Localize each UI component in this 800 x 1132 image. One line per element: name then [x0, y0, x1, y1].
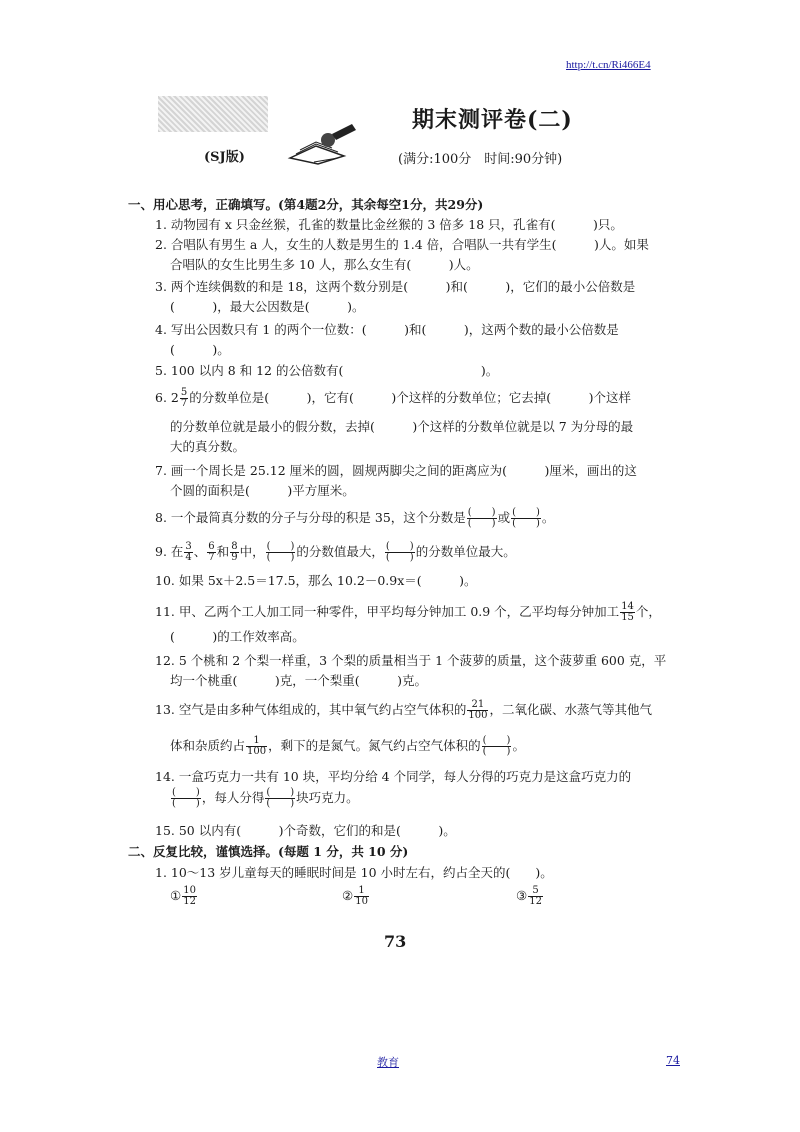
q6-fraction	[180, 388, 188, 409]
q6-frac-denominator: 7	[180, 398, 188, 409]
book-illustration-icon	[286, 118, 366, 170]
q13-line1-end: ，二氧化碳、水蒸气等其他气	[489, 702, 652, 717]
score-time-info: (满分:100分 时间:90分钟)	[398, 152, 563, 167]
frac-denominator: 10	[355, 896, 368, 907]
q14-end: 块巧克力。	[296, 790, 359, 805]
frac-numerator: 21	[467, 700, 488, 711]
question-5: 5. 100 以内 8 和 12 的公倍数有( )。	[155, 363, 499, 378]
q13-fraction-1	[467, 700, 488, 721]
publisher-logo	[158, 96, 268, 132]
q9-fraction-2	[207, 542, 215, 563]
frac-denominator: 100	[468, 710, 488, 721]
question-13-line2	[170, 736, 525, 757]
q13-prefix: 13. 空气是由多种气体组成的，其中氧气约占空气体积的	[155, 702, 467, 717]
blank-numerator: ( )	[172, 787, 200, 798]
blank-denominator: ( )	[172, 798, 200, 809]
footer-page-link[interactable]: 74	[666, 1054, 680, 1067]
section2-heading: 二、反复比较，谨慎选择。(每题 1 分，共 10 分)	[128, 844, 409, 859]
q9-mid2: 的分数值最大，	[296, 544, 384, 559]
q9-and: 和	[216, 544, 230, 559]
q11-prefix: 11. 甲、乙两个工人加工同一种零件，甲平均每分钟加工 0.9 个，乙平均每分钟加工	[155, 604, 620, 619]
question-14-line2	[170, 788, 359, 809]
q6-rest: 的分数单位是( )，它有( )个这样的分数单位；它去掉( )个这样	[189, 390, 631, 405]
frac-numerator: 1	[354, 886, 369, 897]
option-1-fraction	[182, 886, 197, 907]
blank-numerator: ( )	[482, 735, 511, 746]
edition-label: (SJ版)	[204, 150, 245, 165]
option-3-fraction	[528, 886, 543, 907]
question-11-line1	[155, 602, 661, 623]
frac-denominator: 100	[247, 746, 267, 757]
q13-line2-mid: ，剩下的是氮气。氮气约占空气体积的	[268, 738, 481, 753]
q9-separator: 、	[193, 544, 207, 559]
question-6-line2: 的分数单位就是最小的假分数，去掉( )个这样的分数单位就是以 7 为分母的最	[170, 419, 634, 434]
q9-fraction-3	[230, 542, 238, 563]
option-2-fraction	[354, 886, 369, 907]
option-2	[342, 886, 370, 907]
frac-denominator: 7	[208, 552, 215, 563]
question-4-line1: 4. 写出公因数只有 1 的两个一位数：( )和( )，这两个数的最小公倍数是	[155, 322, 619, 337]
blank-numerator: ( )	[266, 787, 295, 798]
question-12-line1: 12. 5 个桃和 2 个梨一样重，3 个梨的质量相当于 1 个菠萝的质量，这个菠萝重 600 克，平	[155, 653, 667, 668]
option-3	[516, 886, 544, 907]
frac-numerator: 8	[231, 541, 238, 552]
frac-denominator: 9	[231, 552, 238, 563]
question-6-line3: 大的真分数。	[170, 439, 246, 454]
option-1-label: ①	[170, 888, 182, 903]
blank-denominator: ( )	[512, 518, 540, 529]
question-14-line1: 14. 一盒巧克力一共有 10 块，平均分给 4 个同学，每人分得的巧克力是这盒巧克力的	[155, 769, 632, 784]
blank-numerator: ( )	[385, 541, 414, 552]
q13-line2-prefix: 体和杂质约占	[170, 738, 246, 753]
question-9	[155, 542, 516, 563]
section2-question-1: 1. 10～13 岁儿童每天的睡眠时间是 10 小时左右，约占全天的( )。	[155, 865, 553, 880]
question-7-line2: 个圆的面积是( )平方厘米。	[170, 483, 355, 498]
q6-frac-numerator: 5	[180, 387, 188, 398]
question-1: 1. 动物园有 x 只金丝猴，孔雀的数量比金丝猴的 3 倍多 18 只，孔雀有( )只。	[155, 217, 623, 232]
footer-link[interactable]: 教育	[377, 1056, 399, 1069]
question-3-line1: 3. 两个连续偶数的和是 18，这两个数分别是( )和( )，它们的最小公倍数是	[155, 279, 636, 294]
q6-prefix: 6. 2	[155, 390, 179, 405]
question-6-line1	[155, 388, 631, 409]
blank-numerator: ( )	[467, 507, 496, 518]
q8-or: 或	[497, 510, 511, 525]
source-url-link[interactable]: http://t.cn/Ri466E4	[566, 59, 651, 71]
q9-end: 的分数单位最大。	[415, 544, 516, 559]
question-2-line1: 2. 合唱队有男生 a 人，女生的人数是男生的 1.4 倍，合唱队一共有学生( )人。如果	[155, 237, 649, 252]
q8-text: 8. 一个最简真分数的分子与分母的积是 35，这个分数是	[155, 510, 466, 525]
frac-numerator: 10	[183, 885, 196, 896]
frac-numerator: 3	[185, 541, 192, 552]
section1-heading: 一、用心思考，正确填写。(第4题2分，其余每空1分，共29分)	[128, 197, 484, 212]
question-2-line2: 合唱队的女生比男生多 10 人，那么女生有( )人。	[170, 257, 479, 272]
option-2-label: ②	[342, 888, 354, 903]
q9-blank-fraction-1	[266, 542, 296, 563]
blank-denominator: ( )	[266, 552, 295, 563]
q9-mid: 中，	[239, 544, 265, 559]
q8-blank-fraction-2	[511, 508, 541, 529]
q14-blank-fraction-1	[171, 788, 201, 809]
q13-line2-end: 。	[512, 738, 525, 753]
blank-denominator: ( )	[467, 518, 496, 529]
question-7-line1: 7. 画一个周长是 25.12 厘米的圆，圆规两脚尖之间的距离应为( )厘米，画出的这	[155, 463, 637, 478]
q11-end: 个，	[635, 604, 661, 619]
blank-numerator: ( )	[512, 507, 540, 518]
q9-fraction-1	[184, 542, 192, 563]
question-4-line2: ( )。	[170, 342, 230, 357]
q14-mid: ，每人分得	[201, 790, 265, 805]
option-3-label: ③	[516, 888, 528, 903]
q13-fraction-2	[246, 736, 267, 757]
frac-denominator: 12	[529, 896, 542, 907]
blank-denominator: ( )	[385, 552, 414, 563]
page-title: 期末测评卷(二)	[412, 107, 573, 133]
question-3-line2: ( )，最大公因数是( )。	[170, 299, 365, 314]
q8-blank-fraction-1	[467, 508, 497, 529]
question-8	[155, 508, 554, 529]
q11-fraction	[620, 602, 635, 623]
question-12-line2: 均一个桃重( )克，一个梨重( )克。	[170, 673, 428, 688]
q8-end: 。	[541, 510, 555, 525]
question-13-line1	[155, 700, 652, 721]
frac-numerator: 6	[208, 541, 215, 552]
frac-denominator: 15	[621, 612, 634, 623]
q9-blank-fraction-2	[385, 542, 415, 563]
q9-prefix: 9. 在	[155, 544, 184, 559]
blank-numerator: ( )	[266, 541, 295, 552]
q13-blank-fraction	[482, 736, 512, 757]
frac-numerator: 5	[528, 886, 543, 897]
question-10: 10. 如果 5x＋2.5＝17.5，那么 10.2－0.9x＝( )。	[155, 573, 477, 588]
page-number: 73	[384, 932, 407, 951]
blank-denominator: ( )	[482, 746, 511, 757]
question-11-line2: ( )的工作效率高。	[170, 629, 305, 644]
q14-blank-fraction-2	[265, 788, 295, 809]
frac-numerator: 14	[621, 601, 634, 612]
frac-denominator: 4	[185, 552, 192, 563]
frac-numerator: 1	[246, 736, 267, 747]
question-15: 15. 50 以内有( )个奇数，它们的和是( )。	[155, 823, 456, 838]
blank-denominator: ( )	[266, 798, 295, 809]
frac-denominator: 12	[183, 896, 196, 907]
option-1	[170, 886, 198, 907]
